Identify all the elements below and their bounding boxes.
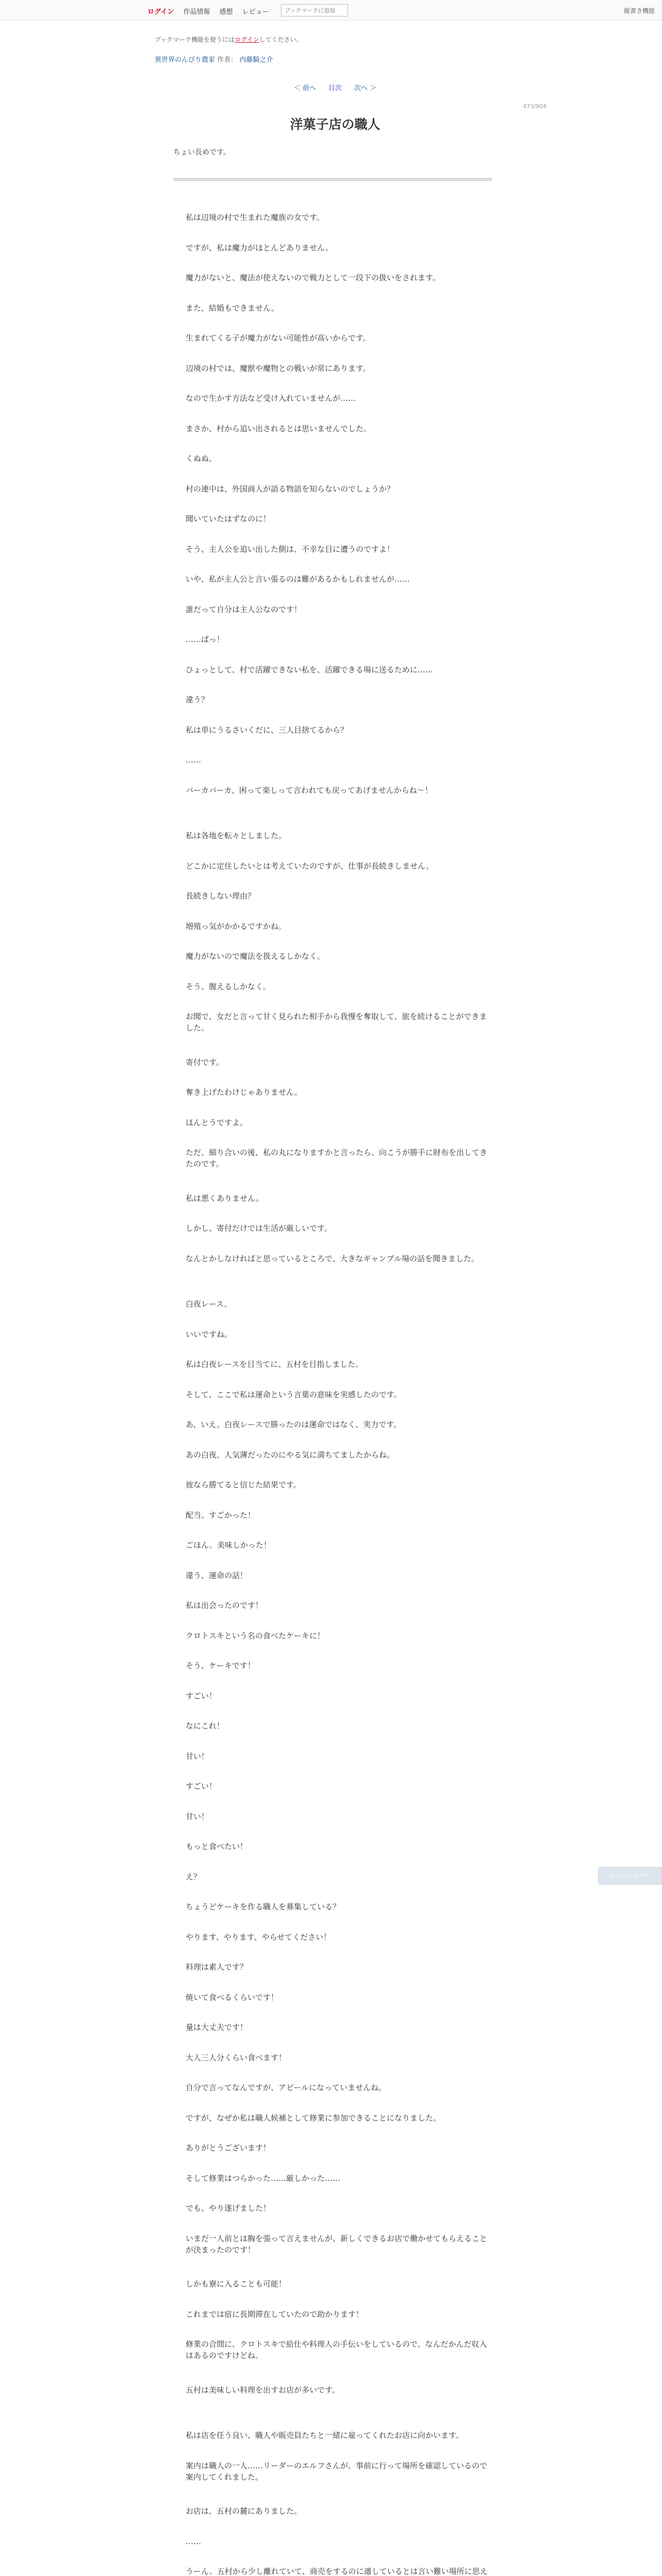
body-paragraph: バーカバーカ、困って楽しって言われても戻ってあげませんからね～！ bbox=[186, 786, 433, 795]
body-paragraph: 私は悪くありません。 bbox=[186, 1194, 263, 1203]
top-navigation-bar bbox=[0, 0, 662, 21]
body-paragraph: 増殖っ気がかかるですかね。 bbox=[186, 922, 286, 931]
body-paragraph: いいですね。 bbox=[186, 1330, 233, 1339]
body-paragraph: そう、主人公を追い出した側は、不幸な目に遭うのですよ！ bbox=[186, 545, 395, 554]
chapter-title: 洋菓子店の職人 bbox=[290, 117, 380, 132]
body-paragraph: 甘い！ bbox=[186, 1752, 209, 1761]
nav-link-reviews[interactable]: 感想 bbox=[219, 8, 233, 16]
body-paragraph: いまだ一人前とは胸を張って言えませんが、新しくできるお店で働かせてもらえることが決まったのです！ bbox=[186, 2234, 488, 2255]
body-paragraph: すごい！ bbox=[186, 1691, 217, 1701]
login-hint-prefix: ブックマーク機能を使うには bbox=[155, 36, 235, 43]
body-paragraph: 長続きしない理由？ bbox=[186, 891, 256, 901]
body-paragraph: 大人三人分くらい食べます！ bbox=[186, 2053, 287, 2062]
body-paragraph: なので生かす方法など受け入れていませんが…… bbox=[186, 394, 356, 403]
login-link[interactable]: ログイン bbox=[147, 8, 174, 16]
login-hint-suffix: してください。 bbox=[259, 36, 303, 43]
body-paragraph: 私は単にうるさいくだに、三人目捨てるから？ bbox=[186, 725, 349, 735]
nav-links bbox=[147, 6, 276, 16]
body-paragraph: 辺境の村では、魔獣や魔物との戦いが常にあります。 bbox=[186, 364, 371, 373]
body-paragraph: しかし、寄付だけでは生活が厳しいです。 bbox=[186, 1224, 332, 1233]
body-paragraph: そう、腹えるしかなく。 bbox=[186, 982, 271, 991]
body-paragraph: 白夜レース。 bbox=[186, 1299, 232, 1309]
body-paragraph: 焼いて食べるくらいです！ bbox=[186, 1993, 279, 2002]
body-paragraph: あ、いえ。白夜レースで勝ったのは運命ではなく、実力です。 bbox=[186, 1420, 402, 1429]
body-paragraph: …… bbox=[186, 2537, 201, 2546]
body-paragraph: 違う？ bbox=[186, 695, 209, 704]
page-number: 473/904 bbox=[523, 103, 547, 110]
body-paragraph: ごほん。美味しかった！ bbox=[186, 1540, 271, 1550]
body-paragraph: 奪き上げたわけじゃありません。 bbox=[186, 1088, 302, 1097]
body-paragraph: 五村は美味しい料理を出すお店が多いです。 bbox=[186, 2385, 340, 2395]
body-paragraph: そう、ケーキです！ bbox=[186, 1661, 256, 1670]
body-paragraph: 案内は職人の一人……リーダーのエルフさんが。事前に行って場所を確認しているので案内してくれました。 bbox=[186, 2461, 488, 2482]
body-paragraph: 魔力がないと、魔法が使えないので戦力として一段下の扱いをされます。 bbox=[186, 273, 440, 282]
body-paragraph: なにこれ！ bbox=[186, 1721, 225, 1731]
chapter-pager bbox=[155, 82, 516, 92]
nav-link-review[interactable]: レビュー bbox=[242, 8, 269, 16]
body-paragraph: なんとかしなければと思っているところで、大きなギャンブル場の話を聞きました。 bbox=[186, 1254, 479, 1263]
body-paragraph: まさか、村から追い出されるとは思いませんでした。 bbox=[186, 424, 372, 433]
body-paragraph: 自分で言ってなんですが、アピールになっていませんね。 bbox=[186, 2083, 387, 2092]
body-paragraph: ただ、細り合いの後、私の丸になりますかと言ったら、向こうが勝手に財布を出してきたのです。 bbox=[186, 1148, 488, 1168]
prev-chapter-link[interactable]: ＜ 前へ bbox=[293, 84, 316, 92]
preface-divider bbox=[173, 178, 492, 180]
body-paragraph: うーん。五村から少し離れていて、商売をするのに適しているとは言い難い場所に思え bbox=[186, 2567, 488, 2576]
body-paragraph: ほんとうですよ。 bbox=[186, 1118, 248, 1127]
body-paragraph: これまでは宿に長期滞在していたので助かります！ bbox=[186, 2310, 364, 2319]
body-paragraph: ですが、私は魔力がほとんどありません。 bbox=[186, 243, 333, 252]
body-paragraph: また、結婚もできません。 bbox=[186, 303, 279, 313]
body-paragraph: 魔力がないので魔法を扱えるしかなく。 bbox=[186, 952, 325, 961]
body-paragraph: 修業の合間に、クロトスキで給仕や料理人の手伝いをしているので、なんだかんだ収入はあるのですけどね。 bbox=[186, 2340, 487, 2360]
body-paragraph: お聞で、女だと言って甘く見られた相手から我慢を奪取して、旅を続けることができました。 bbox=[186, 1012, 487, 1032]
bookmark-add-input[interactable] bbox=[281, 4, 348, 16]
body-paragraph: どこかに定住したいとは考えていたのですが、仕事が長続きしません。 bbox=[186, 861, 434, 871]
body-paragraph: 彼なら勝てると信じた結果です。 bbox=[186, 1480, 301, 1489]
body-paragraph: 村の連中は、外国商人が語る物語を知らないのでしょうか？ bbox=[186, 484, 395, 494]
author-link[interactable]: 内藤騎之介 bbox=[239, 56, 273, 64]
page-top-button[interactable]: ページトップへ bbox=[598, 1867, 662, 1885]
body-paragraph: 配当、すごかった！ bbox=[186, 1511, 256, 1520]
novel-header bbox=[155, 35, 516, 64]
series-title-link[interactable]: 異世界のんびり農家 bbox=[155, 56, 216, 64]
body-paragraph: 私は店を任う良い、職人や販売員たちと一緒に雇ってくれたお店に向かいます。 bbox=[186, 2431, 464, 2440]
body-paragraph: いや、私が主人公と言い張るのは難があるかもしれませんが…… bbox=[186, 574, 410, 584]
body-paragraph: お店は、五村の麓にありました。 bbox=[186, 2506, 302, 2516]
table-of-contents-link[interactable]: 目次 bbox=[328, 84, 342, 92]
login-hint bbox=[155, 35, 516, 44]
body-paragraph: 違う、運命の話！ bbox=[186, 1571, 248, 1580]
body-paragraph: 私は出会ったのです！ bbox=[186, 1601, 263, 1610]
body-paragraph: 私は各地を転々としました。 bbox=[186, 831, 287, 840]
body-paragraph: 寄付です。 bbox=[186, 1058, 224, 1067]
nav-link-info[interactable]: 作品情報 bbox=[183, 8, 210, 16]
body-paragraph: 甘い！ bbox=[186, 1812, 209, 1821]
body-paragraph: 料理は素人です？ bbox=[186, 1962, 248, 1972]
body-paragraph: やります、やります、やらせてください！ bbox=[186, 1933, 332, 1942]
body-paragraph: 生まれてくる子が魔力がない可能性が高いからです。 bbox=[186, 333, 371, 343]
body-paragraph: 私は白夜レースを目当てに、五村を目指しました。 bbox=[186, 1360, 363, 1369]
chapter-preface: ちょい長めです。 bbox=[173, 148, 230, 157]
body-paragraph: しかも寮に入ることも可能！ bbox=[186, 2279, 287, 2289]
body-paragraph: すごい！ bbox=[186, 1782, 217, 1791]
body-paragraph: ですが、なぜか私は職人候補として修業に参加できることになりました。 bbox=[186, 2113, 441, 2123]
body-paragraph: ……ぱっ！ bbox=[186, 635, 225, 644]
body-paragraph: ひょっとして、村で活躍できない私を、活躍できる場に送るために…… bbox=[186, 665, 433, 674]
vertical-writing-toggle[interactable]: 縦書き機能 bbox=[623, 7, 655, 14]
next-chapter-link[interactable]: 次へ ＞ bbox=[354, 84, 377, 92]
body-paragraph: そして修業はつらかった……厳しかった…… bbox=[186, 2174, 341, 2183]
body-paragraph: 量は大丈夫です！ bbox=[186, 2023, 248, 2032]
body-paragraph: くぬぬ。 bbox=[186, 454, 217, 463]
body-paragraph: 私は辺境の村で生まれた魔族の女です。 bbox=[186, 213, 324, 222]
body-paragraph: ちょうどケーキを作る職人を募集している？ bbox=[186, 1902, 341, 1911]
body-paragraph: あの白夜、人気薄だったのにやる気に満ちてましたからね。 bbox=[186, 1450, 394, 1460]
body-paragraph: …… bbox=[186, 755, 201, 765]
body-paragraph: え？ bbox=[186, 1872, 202, 1882]
body-paragraph: もっと食べたい！ bbox=[186, 1842, 248, 1851]
login-hint-link[interactable]: ログイン bbox=[235, 36, 259, 43]
body-paragraph: そして、ここで私は運命という言葉の意味を実感したのです。 bbox=[186, 1390, 402, 1399]
author-label: 作者： bbox=[217, 56, 238, 64]
body-paragraph: でも、やり遂げました！ bbox=[186, 2204, 271, 2213]
body-paragraph: 誰だって自分は主人公なのです！ bbox=[186, 605, 302, 614]
body-paragraph: 聞いていたはずなのに！ bbox=[186, 514, 271, 523]
breadcrumb bbox=[155, 54, 516, 64]
body-paragraph: ありがとうございます！ bbox=[186, 2143, 271, 2153]
body-paragraph: クロトスキという名の食べたケーキに！ bbox=[186, 1631, 325, 1640]
